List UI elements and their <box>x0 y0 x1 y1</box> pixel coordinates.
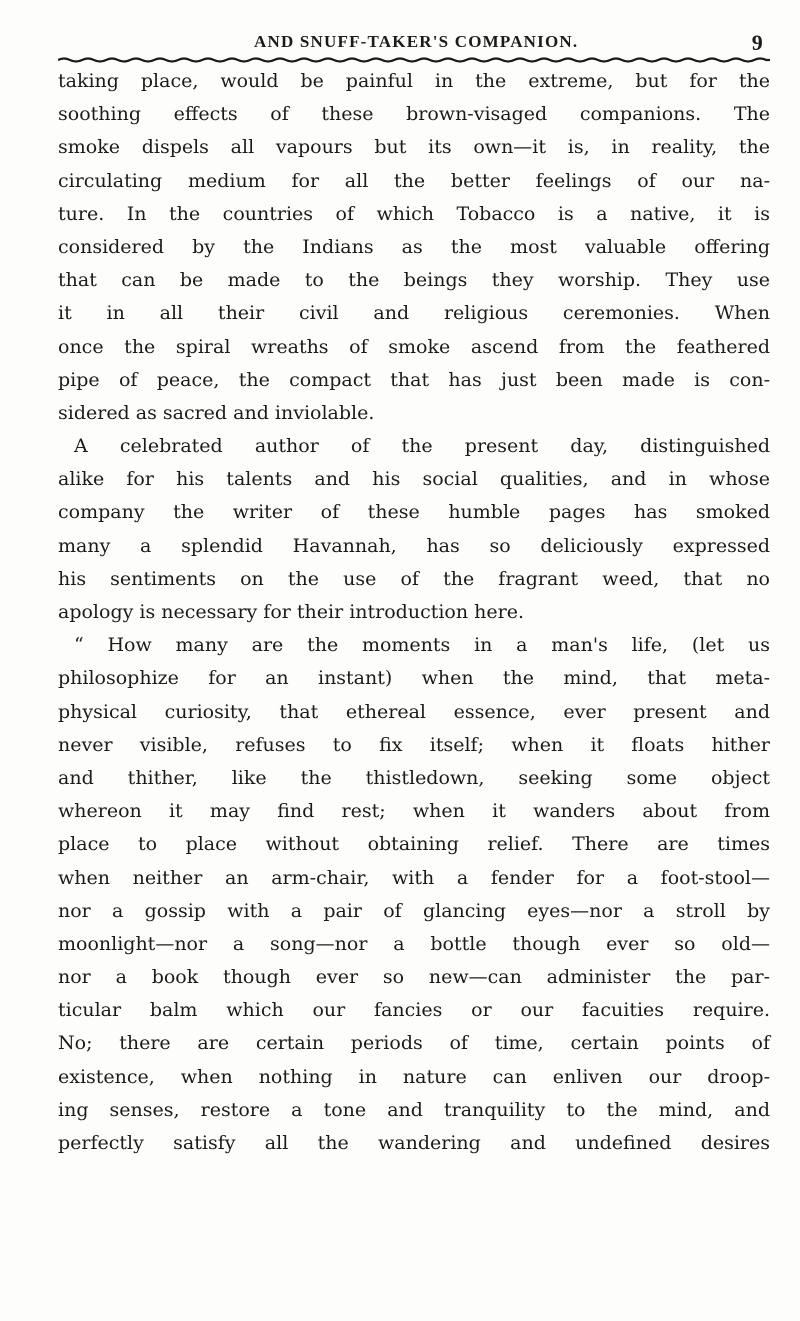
text-line: many a splendid Havannah, has so deliciously expressed <box>58 534 770 557</box>
text-line: never visible, refuses to fix itself; when it floats hither <box>58 733 770 756</box>
text-line: soothing effects of these brown-visaged companions. The <box>58 103 770 126</box>
text-line: once the spiral wreaths of smoke ascend from the feathered <box>58 335 770 358</box>
text-line: perfectly satisfy all the wandering and undefined desires <box>58 1132 770 1154</box>
book-page <box>58 30 770 1160</box>
text-line: and thither, like the thistledown, seeking some object <box>58 766 770 789</box>
running-title: AND SNUFF-TAKER'S COMPANION. <box>254 32 579 51</box>
text-line: taking place, would be painful in the extreme, but for the <box>58 70 770 92</box>
page-number: 9 <box>751 30 764 55</box>
text-line: existence, when nothing in nature can enliven our droop- <box>58 1065 770 1088</box>
text-line: “ How many are the moments in a man's life, (let us <box>74 634 770 657</box>
text-line: nor a gossip with a pair of glancing eyes—nor a stroll by <box>58 899 770 922</box>
text-line: No; there are certain periods of time, certain points of <box>58 1032 770 1055</box>
text-line: company the writer of these humble pages has smoked <box>58 501 770 524</box>
text-line: place to place without obtaining relief. There are times <box>58 833 770 856</box>
body-text <box>58 65 770 1160</box>
text-line: ticular balm which our fancies or our facuities require. <box>58 999 770 1022</box>
text-line: A celebrated author of the present day, distinguished <box>74 435 770 458</box>
wavy-header-rule <box>58 57 770 63</box>
text-line: apology is necessary for their introduction here. <box>58 601 524 623</box>
text-line: nor a book though ever so new—can administer the par- <box>58 966 770 989</box>
text-line: it in all their civil and religious ceremonies. When <box>58 302 770 325</box>
text-line: circulating medium for all the better feelings of our na- <box>58 169 770 192</box>
text-line: his sentiments on the use of the fragrant weed, that no <box>58 567 770 590</box>
text-line: alike for his talents and his social qualities, and in whose <box>58 468 770 491</box>
text-line: ing senses, restore a tone and tranquility to the mind, and <box>58 1098 770 1121</box>
text-line: that can be made to the beings they worship. They use <box>58 269 770 292</box>
text-line: sidered as sacred and inviolable. <box>58 401 375 424</box>
running-header <box>58 30 770 60</box>
text-line: when neither an arm-chair, with a fender for a foot-stool— <box>58 866 770 889</box>
text-line: smoke dispels all vapours but its own—it is, in reality, the <box>58 136 770 159</box>
text-line: moonlight—nor a song—nor a bottle though ever so old— <box>58 932 770 955</box>
text-line: ture. In the countries of which Tobacco is a native, it is <box>58 202 770 225</box>
text-line: physical curiosity, that ethereal essence, ever present and <box>58 700 770 723</box>
text-line: whereon it may find rest; when it wanders about from <box>58 800 770 823</box>
text-line: philosophize for an instant) when the mind, that meta- <box>58 667 770 690</box>
text-line: considered by the Indians as the most valuable offering <box>58 235 770 258</box>
text-line: pipe of peace, the compact that has just been made is con- <box>58 368 770 391</box>
